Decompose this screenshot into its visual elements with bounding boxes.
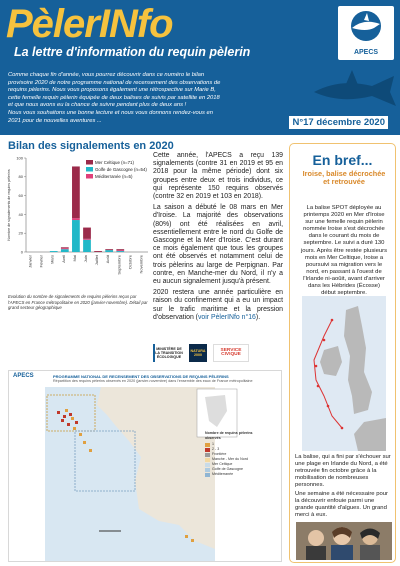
partner-logos	[153, 343, 285, 363]
chart-bar-segment	[72, 220, 80, 252]
tracking-map-drawing	[302, 296, 386, 451]
x-tick-label: Juin	[83, 255, 88, 263]
map-title: PROGRAMME NATIONAL DE RECENSEMENT DES OBSERVATIONS DE REQUINS PÈLERINS	[53, 374, 229, 379]
chart-bar-segment	[61, 249, 69, 252]
intro-text	[8, 72, 313, 125]
map-legend-title: Nombre de requins pèlerins observés	[205, 431, 253, 440]
x-tick-label: Novembre	[138, 255, 144, 274]
chart-bar-segment	[83, 240, 91, 252]
chart-bar-segment	[50, 251, 58, 252]
sidebar-paragraph: La balise SPOT déployée au printemps 2020 en Mer d'Iroise sur une femelle requin pèlerin nommée Iroise s'est décrochée dans le courant du mois de septembre. Le suivi a duré 130 jours. Après être restée plusieurs mois en Mer Celtique, Iroise a poursuivi sa migration vers le nord, en passant à l'ouest de l'Irlande ni-aoûit, avant d'arriver dans les Hébrides (Écosse) début septembre.	[300, 205, 388, 297]
en-bref-sidebar	[289, 143, 396, 563]
signalements-chart	[4, 152, 150, 292]
y-tick-label: 20	[18, 230, 23, 236]
chart-svg	[4, 152, 150, 292]
y-tick-label: 100	[16, 155, 23, 161]
chart-bar-segment	[72, 218, 80, 220]
sidebar-subtitle: Iroise, balise décrochée et retrouvée	[302, 169, 386, 187]
shark-logo-icon	[338, 6, 394, 46]
article-text: ).	[255, 313, 261, 321]
x-tick-label: Septembre	[116, 255, 122, 275]
pelerinfo-16-link[interactable]: voir PèlerINfo n°16	[197, 313, 256, 321]
chart-caption: Evolution du nombre de signalements de requins pèlerins reçus par l'APECS en France métropolitaine en 2020 (janvier-novembre). Détail par grand secteur géographique	[8, 294, 148, 310]
chart-bar-segment	[116, 250, 124, 251]
x-tick-label: Octobre	[127, 255, 133, 270]
legend-swatch	[86, 160, 93, 165]
natura-logo: NATURA 2000	[189, 344, 207, 362]
sidebar-paragraph: La balise, qui a fini par s'échouer sur une plage en Irlande du Nord, a été retrouvée fin octobre grâce à la mobilisation de nombreuses personnes.	[295, 454, 391, 489]
y-tick-label: 0	[20, 249, 23, 255]
map-apecs-logo: APECS	[13, 373, 34, 379]
x-tick-label: Janvier	[27, 255, 33, 268]
intro-line: Comme chaque fin d'année, vous pourrez découvrir dans ce numéro le bilan	[8, 72, 205, 78]
article-text: 2020 restera une année particulière en raison du confinement qui a eu un impact sur le trafic maritime et la pression d'observation (	[153, 289, 283, 321]
legend-label: Méditerranée (n=5)	[95, 173, 133, 179]
apecs-logo	[338, 6, 394, 60]
legend-label: Mer Celtique (n=71)	[95, 159, 134, 165]
shark-illustration-icon	[310, 60, 400, 116]
chart-bar-segment	[83, 239, 91, 240]
tracking-map	[302, 296, 386, 451]
photo-drawing	[296, 522, 392, 560]
intro-line: requins pèlerins. Nous vous proposons également une rétrospective sur Marie B,	[8, 87, 216, 94]
header-banner	[0, 0, 400, 135]
article-paragraph: Cette année, l'APECS a reçu 139 signalements (contre 31 en 2019 et 95 en 2018 pour la même période) dont six groupes entre deux et trois individus, ce qui représente 150 requins observés (contre 32 en 2019 et 103 en 2018).	[153, 152, 283, 201]
chart-bar-segment	[105, 249, 113, 250]
intro-line: et que nous avons eu la chance de suivre pendant plus de deux ans !	[8, 102, 187, 109]
intro-line: provisoire 2020 de notre programme national de recensement des observations de	[8, 79, 221, 86]
chart-bar-segment	[72, 166, 80, 218]
chart-bar-segment	[116, 251, 124, 252]
sidebar-title: En bref...	[312, 152, 373, 168]
x-tick-label: Mars	[49, 255, 55, 264]
legend-swatch	[86, 174, 93, 179]
intro-line: Nous vous souhaitons une bonne lecture et nous vous donnons rendez-vous en	[8, 109, 213, 116]
section-title: Bilan des signalements en 2020	[8, 140, 174, 152]
legend-label: Manche - Mer du Nord	[212, 457, 248, 461]
x-tick-label: Août	[105, 255, 111, 264]
ministry-logo: MINISTÈRE DE LA TRANSITION ÉCOLOGIQUE	[153, 344, 183, 362]
logo-name: APECS	[353, 49, 379, 56]
main-article	[153, 152, 283, 325]
chart-bar-segment	[94, 251, 102, 252]
chart-bar-segment	[105, 250, 113, 252]
legend-label: 1	[212, 442, 214, 446]
y-tick-label: 40	[18, 211, 23, 217]
y-tick-label: 80	[18, 174, 23, 180]
x-tick-label: Juillet	[94, 255, 100, 266]
y-tick-label: 60	[18, 193, 23, 198]
chart-bar-segment	[83, 228, 91, 239]
map-legend	[205, 431, 253, 477]
legend-label: Méditerranée	[212, 472, 234, 476]
intro-line: 2021 pour de nouvelles aventures ...	[8, 117, 102, 124]
service-civique-logo: SERVICE CIVIQUE	[213, 344, 249, 362]
legend-item	[205, 472, 253, 477]
x-tick-label: Avril	[60, 255, 66, 263]
legend-label: 2 - 3	[212, 447, 220, 451]
article-paragraph	[153, 289, 283, 322]
legend-swatch	[86, 167, 93, 172]
intro-line: cette femelle requin pèlerin équipée de deux balises de suivis par satellite en 2018	[8, 94, 220, 101]
map-subtitle: Répartition des requins pèlerins observés en 2020 (janvier-novembre) dans l'ensemble des eaux de France métropolitaine	[53, 379, 253, 383]
legend-label: Golfe de Gascogne (n=54)	[95, 166, 147, 172]
article-paragraph: La saison a débuté le 08 mars en Mer d'Iroise. La majorité des observations (80%) ont été réalisées en avril, essentiellement entre le nord du Golfe de Gascogne et la Mer d'Iroise. C'est durant ce mois également que tous les groupes ont été observés et notamment celui de trois pèlerins au large de Perpignan. Par contre, en Manche-mer du Nord, il n'y a eu aucun signalement jusqu'à présent.	[153, 204, 283, 286]
sidebar-paragraph: Une semaine a été nécessaire pour la découvrir enfouie parmi une grande quantité d'algues. Un grand merci à eux.	[295, 491, 388, 519]
chart-bar-segment	[116, 249, 124, 250]
newsletter-title: PèlerINfo	[6, 2, 173, 46]
chart-bar-segment	[61, 248, 69, 249]
newsletter-subtitle: La lettre d'information du requin pèlerin	[14, 45, 251, 59]
x-tick-label: Mai	[71, 255, 77, 262]
issue-number: N°17 décembre 2020	[289, 116, 388, 129]
legend-label: Mer Celtique	[212, 462, 233, 466]
legend-label: Frontière	[212, 452, 227, 456]
observations-map	[8, 370, 282, 562]
legend-label: Golfe de Gascogne	[212, 467, 243, 471]
y-axis-label: Nombre de signalements de requins pèlerins	[7, 169, 11, 241]
volunteers-photo	[296, 522, 392, 560]
x-tick-label: Février	[38, 255, 44, 268]
chart-bar-segment	[61, 247, 69, 248]
